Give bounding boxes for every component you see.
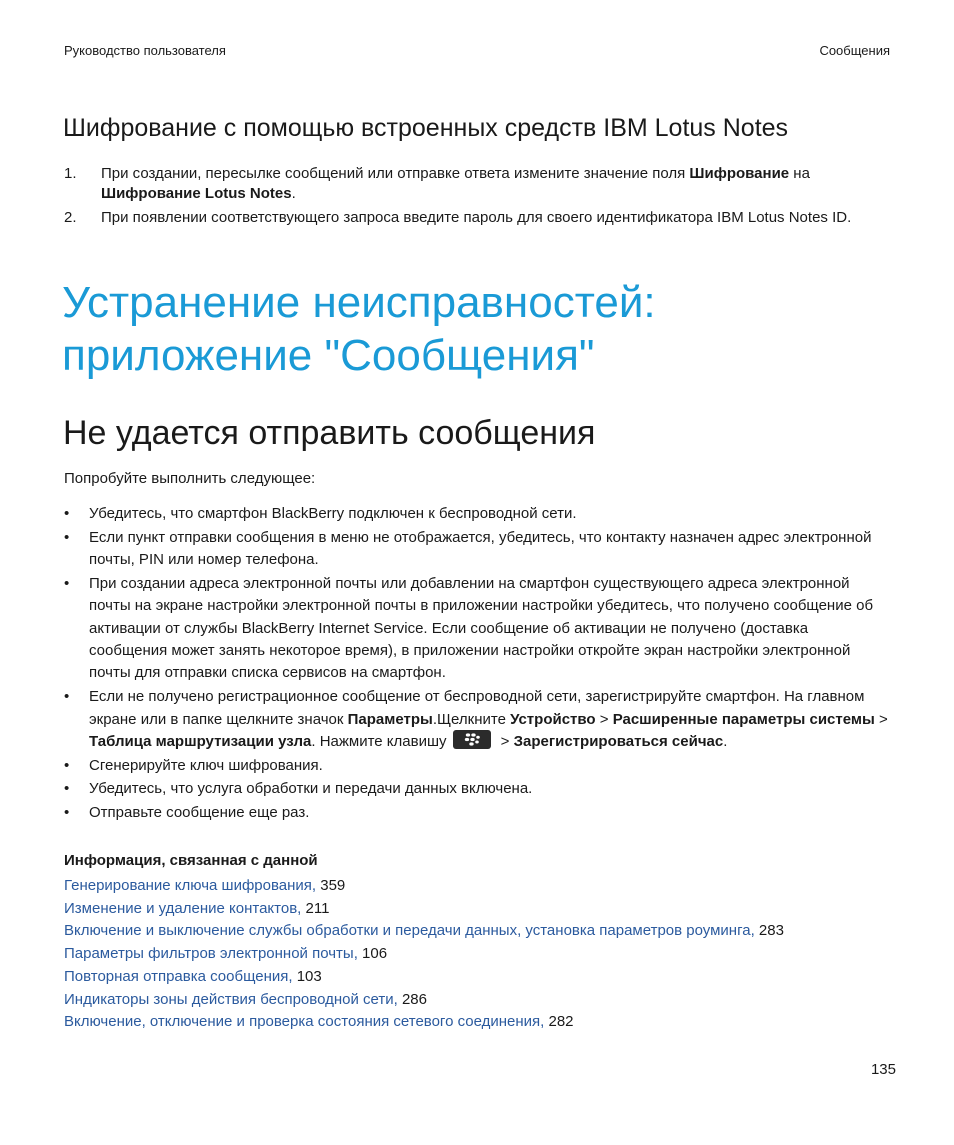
list-item-text: . Нажмите клавишу: [311, 732, 447, 750]
related-link-page: 283: [754, 922, 784, 940]
list-item: [64, 573, 890, 685]
list-item-text: Сгенерируйте ключ шифрования.: [89, 756, 323, 774]
blackberry-menu-key-icon: [453, 730, 491, 749]
list-item: [64, 755, 890, 777]
ui-term-routing-table: Таблица маршрутизации узла: [89, 732, 312, 750]
section-title: Не удается отправить сообщения: [63, 414, 596, 452]
related-link-item: [64, 1011, 894, 1034]
encryption-steps-list: [64, 164, 890, 232]
bullet-marker: •: [64, 780, 70, 798]
list-item: [64, 527, 890, 572]
step-number: 1.: [64, 165, 77, 182]
related-link-item: [64, 920, 894, 943]
related-link[interactable]: Включение, отключение и проверка состояния сетевого соединения,: [64, 1013, 545, 1031]
path-separator: >: [874, 710, 888, 728]
step-ui-term: Шифрование: [689, 165, 790, 182]
related-link-page: 106: [357, 945, 388, 963]
step-ui-term: Шифрование Lotus Notes: [101, 185, 292, 202]
related-link-page: 286: [397, 990, 427, 1008]
list-item: [64, 802, 890, 824]
list-item-text: При создании адреса электронной почты или добавлении на смартфон существующего адреса электронной почты на экране настройки электронной почты в приложении настройки убедитесь, что получено сообщение об активации от службы BlackBerry Internet Service. Если сообщение об активации не получено (доставка сообщения может занять некоторое время), в приложении настройки откройте экран настройки электронной почты для отправки списка сервисов на смартфон.: [89, 574, 874, 682]
related-info: [64, 852, 894, 1034]
related-link[interactable]: Изменение и удаление контактов,: [64, 899, 302, 917]
list-item-text: .: [723, 732, 728, 750]
list-item-text: .Щелкните: [432, 710, 511, 728]
ui-term-advanced-settings: Расширенные параметры системы: [612, 710, 875, 728]
bullet-marker: •: [64, 804, 70, 822]
page-header: [64, 43, 890, 58]
related-link-page: 103: [292, 967, 322, 985]
step-text: на: [789, 165, 810, 182]
bullet-marker: •: [64, 528, 70, 546]
related-links-list: [64, 875, 894, 1034]
related-link[interactable]: Генерирование ключа шифрования,: [64, 877, 317, 894]
bullet-marker: •: [64, 688, 70, 706]
header-doc-title: Руководство пользователя: [64, 43, 226, 58]
related-info-title: Информация, связанная с данной: [64, 852, 318, 869]
step-text: При появлении соответствующего запроса введите пароль для своего идентификатора IBM Lotus Notes ID.: [101, 209, 852, 226]
bullet-marker: •: [64, 505, 70, 522]
related-link-item: [64, 875, 894, 898]
chapter-title: Устранение неисправностей: приложение "Сообщения": [62, 278, 656, 380]
list-item: [64, 686, 890, 753]
related-link[interactable]: Параметры фильтров электронной почты,: [64, 945, 358, 963]
ui-term-register-now: Зарегистрироваться сейчас: [513, 732, 724, 750]
related-link-item: [64, 943, 894, 966]
header-section-title: Сообщения: [819, 43, 890, 58]
related-link-page: 359: [316, 877, 346, 894]
path-separator: >: [496, 732, 514, 750]
path-separator: >: [595, 710, 613, 728]
list-item: [64, 778, 890, 800]
related-link-item: [64, 989, 894, 1012]
related-link-item: [64, 966, 894, 989]
bullet-marker: •: [64, 574, 70, 592]
related-link[interactable]: Индикаторы зоны действия беспроводной сети,: [64, 990, 398, 1008]
list-item: [64, 503, 890, 525]
step-text: .: [291, 185, 296, 202]
list-item-text: Если не получено регистрационное сообщение от беспроводной сети, зарегистрируйте смартфон. На главном экране или в папке щелкните значок: [89, 688, 865, 728]
related-link[interactable]: Повторная отправка сообщения,: [64, 967, 293, 985]
list-item-text: Убедитесь, что услуга обработки и передачи данных включена.: [89, 780, 533, 798]
troubleshooting-list: [64, 503, 890, 826]
related-link-page: 282: [544, 1013, 574, 1031]
ui-term-parameters: Параметры: [347, 710, 433, 728]
step-number: 2.: [64, 209, 77, 226]
encryption-section-heading: Шифрование с помощью встроенных средств IBM Lotus Notes: [63, 114, 789, 142]
ui-term-device: Устройство: [510, 710, 596, 728]
related-link[interactable]: Включение и выключение службы обработки и передачи данных, установка параметров роуминга,: [64, 922, 755, 940]
list-item-text: Отправьте сообщение еще раз.: [89, 804, 310, 822]
related-link-item: [64, 898, 894, 921]
related-link-page: 211: [301, 899, 330, 917]
page-number: 135: [870, 1061, 896, 1078]
step-item: [64, 208, 890, 228]
bullet-marker: •: [64, 756, 70, 774]
step-text: При создании, пересылке сообщений или отправке ответа измените значение поля: [101, 165, 690, 182]
list-item-text: Если пункт отправки сообщения в меню не отображается, убедитесь, что контакту назначен адрес электронной почты, PIN или номер телефона.: [89, 528, 872, 569]
intro-text: Попробуйте выполнить следующее:: [64, 470, 316, 487]
step-item: [64, 164, 890, 204]
list-item-text: Убедитесь, что смартфон BlackBerry подключен к беспроводной сети.: [89, 505, 577, 522]
